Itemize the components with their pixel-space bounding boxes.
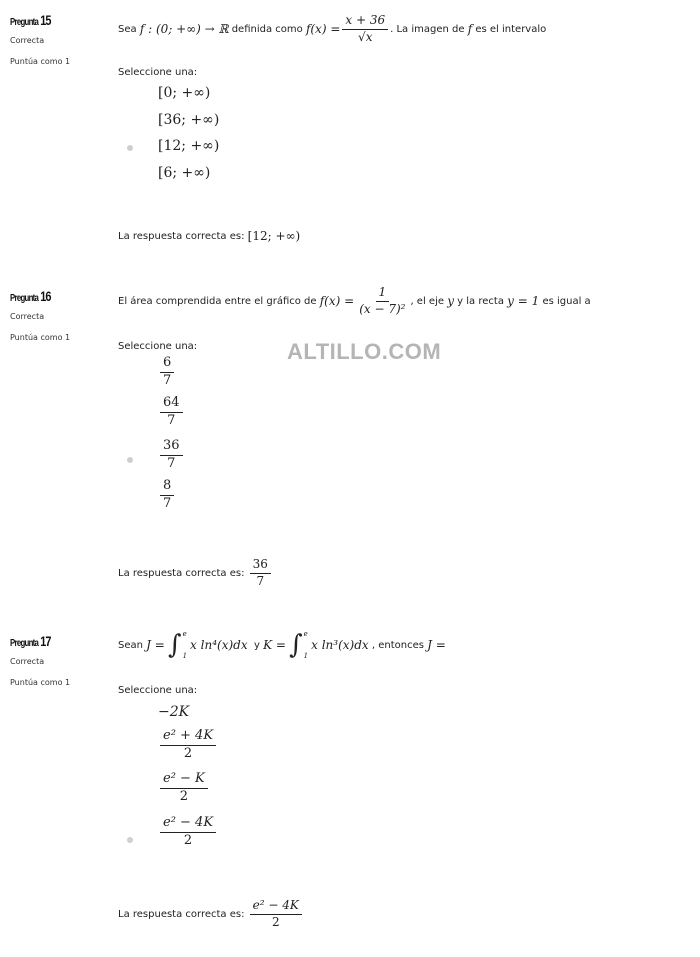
option-c[interactable]: [12; +∞) (158, 138, 220, 154)
correct-answer-feedback: La respuesta correcta es: $\frac{\text{e² − 4K}}{2}$ (118, 899, 304, 930)
radio-selected[interactable] (127, 457, 133, 463)
select-label: Seleccione una: (118, 685, 198, 696)
option-b[interactable]: $\frac{64}{7}$ (158, 396, 185, 429)
question-state: Correcta (10, 36, 45, 45)
integral-K: ∫ e 1 (289, 630, 309, 660)
option-a[interactable]: [0; +∞) (158, 85, 211, 101)
correct-answer-feedback: La respuesta correcta es: [12; +∞) (118, 229, 301, 243)
question-state: Correcta (10, 312, 45, 321)
question-grade: Puntúa como 1 (10, 678, 71, 687)
option-d[interactable]: $\frac{8}{7}$ (158, 479, 176, 512)
question-text: El área comprendida entre el gráfico de f(x) = $\frac{1}{\text{(x − 7)²}}$ , el eje y y la recta y = 1 es igual a (118, 285, 591, 316)
option-d[interactable]: [6; +∞) (158, 165, 211, 181)
watermark: ALTILLO.COM (287, 339, 442, 364)
question-number: Pregunta 15 (10, 12, 51, 28)
question-grade: Puntúa como 1 (10, 57, 71, 66)
radio-selected[interactable] (127, 145, 133, 151)
select-label: Seleccione una: (118, 67, 198, 78)
question-info (10, 288, 105, 342)
question-info (10, 12, 105, 66)
question-state: Correcta (10, 657, 45, 666)
stem-fraction: $\frac{x + 36}{√x}$ (342, 14, 388, 45)
feedback-fraction: $\frac{36}{7}$ (250, 558, 271, 589)
stem-fraction: $\frac{1}{\text{(x − 7)²}}$ (359, 285, 406, 316)
option-a[interactable]: −2K (158, 704, 190, 720)
integral-J: ∫ e 1 (168, 630, 188, 660)
radio-selected[interactable] (127, 837, 133, 843)
question-text: Sean J = ∫ e 1 x ln⁴(x)dx y K = ∫ e 1 x ln³(x)dx , entonces J = (118, 630, 446, 660)
question-text: Sea f : (0; +∞) → ℝ definida como f(x) = $\frac{x + 36}{√x}$ . La imagen de f es el intervalo (118, 13, 547, 44)
option-d[interactable]: $\frac{\text{e² − 4K}}{2}$ (158, 816, 218, 849)
option-b[interactable]: $\frac{\text{e² + 4K}}{2}$ (158, 729, 218, 762)
option-c[interactable]: $\frac{36}{7}$ (158, 439, 185, 472)
option-c[interactable]: $\frac{\text{e² − K}}{2}$ (158, 772, 210, 805)
select-label: Seleccione una: (118, 341, 198, 352)
option-b[interactable]: [36; +∞) (158, 112, 220, 128)
question-number: Pregunta 17 (10, 633, 51, 649)
option-a[interactable]: $\frac{6}{7}$ (158, 356, 176, 389)
question-info (10, 633, 105, 687)
question-number: Pregunta 16 (10, 288, 51, 304)
feedback-fraction: $\frac{\text{e² − 4K}}{2}$ (250, 899, 302, 930)
question-grade: Puntúa como 1 (10, 333, 71, 342)
correct-answer-feedback: La respuesta correcta es: $\frac{36}{7}$ (118, 558, 273, 589)
